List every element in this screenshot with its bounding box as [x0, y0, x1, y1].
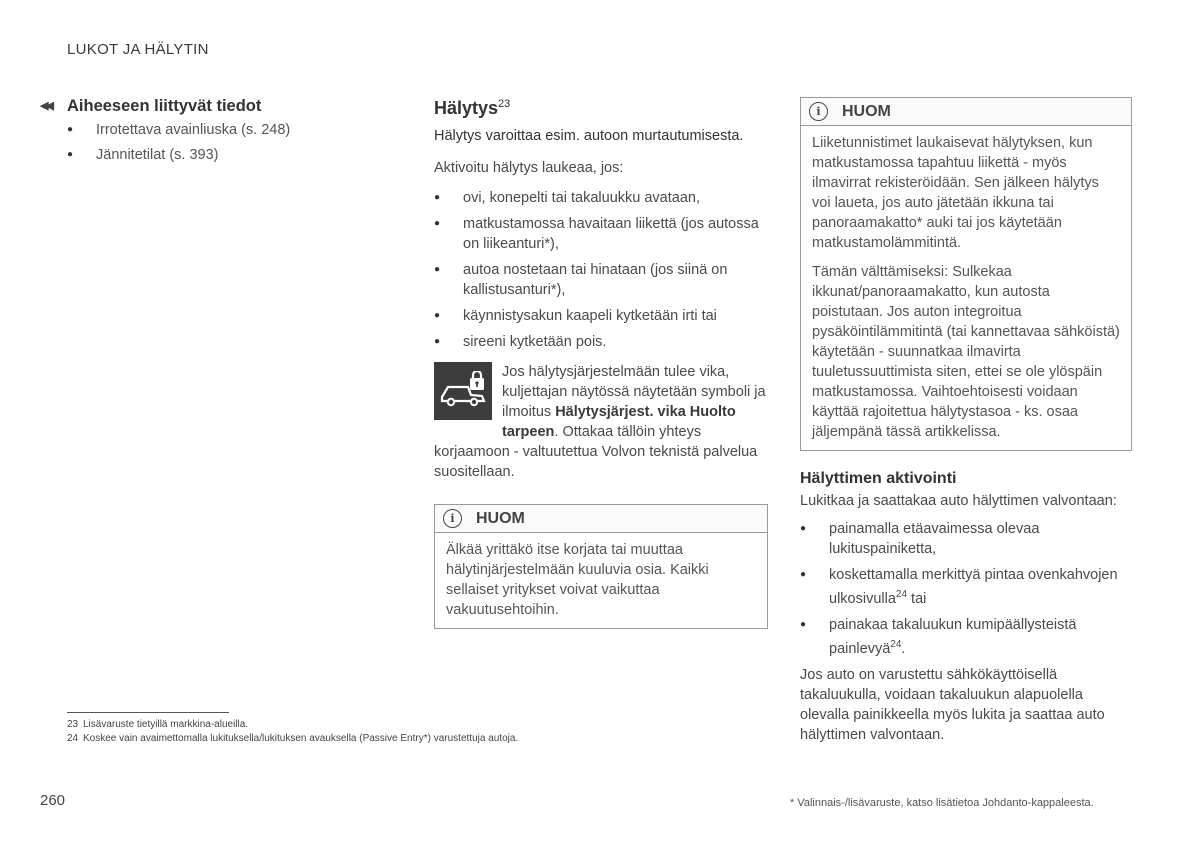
trigger-list	[434, 188, 768, 352]
note-paragraph: Tämän välttämiseksi: Sulkekaa ikkunat/panoraamakatto, kun autosta poistutaan. Jos auton integroitua pysäköintilämmitintä (tai kannettavaa sähköistä) käytetään - suunnatkaa ilmavirta tuuletussuuttimista siten, ettei se ole ylöspäin matkustamossa. Vaihtoehtoisesti voidaan käyttää rajoitettua hälytystasoa - ks. osaa jäljempänä tässä artikkelissa.	[812, 264, 1120, 440]
note-box	[800, 97, 1132, 451]
list-item: ● matkustamossa havaitaan liikettä (jos autossa on liikeanturi*),	[434, 214, 768, 254]
note-body	[801, 126, 1131, 450]
note-title: HUOM	[476, 509, 525, 527]
activation-lead: Lukitkaa ja saattakaa auto hälyttimen valvontaan:	[800, 493, 1117, 509]
footnote-ref: 24	[895, 589, 908, 600]
activation-list	[800, 519, 1132, 659]
car-lock-warning-icon	[434, 362, 492, 420]
page-header: LUKOT JA HÄLYTIN	[67, 41, 209, 58]
related-info-title	[40, 96, 370, 116]
list-item: ● painakaa takaluukun kumipäällysteistä painlevyä$^{24}$.	[800, 615, 1132, 659]
footnote: 24 Koskee vain avaimettomalla lukituksella/lukituksen avauksella (Passive Entry*) varustettuja autoja.	[67, 733, 519, 744]
footnote-ref: 23	[498, 98, 511, 110]
note-title: HUOM	[842, 102, 891, 120]
double-chevron-left-icon: ◀◀	[40, 100, 51, 112]
list-item: ● käynnistysakun kaapeli kytketään irti tai	[434, 306, 768, 326]
section-intro: Hälytys varoittaa esim. autoon murtautumisesta.	[434, 128, 744, 144]
related-info	[40, 96, 370, 170]
page-number: 260	[40, 792, 66, 809]
info-icon: i	[443, 509, 462, 528]
fault-text: Jos hälytysjärjestelmään tulee vika, kuljettajan näytössä näytetään symboli ja ilmoitus	[502, 364, 766, 420]
related-link[interactable]: ● Irrotettava avainliuska (s. 248)	[67, 120, 370, 140]
note-header	[435, 505, 767, 533]
right-column	[800, 97, 1132, 755]
fault-paragraph	[434, 362, 768, 482]
note-box	[434, 504, 768, 629]
related-link[interactable]: ● Jännitetilat (s. 393)	[67, 145, 370, 165]
section-title: Hälytys$^{23}$	[434, 98, 511, 118]
trigger-lead: Aktivoitu hälytys laukeaa, jos:	[434, 160, 624, 176]
list-item: ● autoa nostetaan tai hinataan (jos siinä on kallistusanturi*),	[434, 260, 768, 300]
activation-closing: Jos auto on varustettu sähkökäyttöisellä takaluukulla, voidaan takaluukun alapuolella olevalla painikkeella myös lukita ja saattaa auto hälyttimen valvontaan.	[800, 666, 1105, 743]
footer-note: * Valinnais-/lisävaruste, katso lisätietoa Johdanto-kappaleesta.	[790, 797, 1094, 809]
note-text: Älkää yrittäkö itse korjata tai muuttaa hälytinjärjestelmään kuuluvia osia. Kaikki sellaiset yritykset voivat vaikuttaa vakuutusehtoihin.	[446, 542, 709, 618]
note-paragraph: Liiketunnistimet laukaisevat hälytyksen, kun matkustamossa tapahtuu liikettä - myös ilmavirrat rekisteröidään. Sen jälkeen hälytys voi laueta, jos auto jätetään ikkuna tai panoraamakatto* auki tai jos käytetään matkustamolämmitintä.	[812, 135, 1099, 251]
activation-title: Hälyttimen aktivointi	[800, 470, 957, 487]
note-header	[801, 98, 1131, 126]
note-body	[435, 533, 767, 628]
footnotes	[67, 718, 518, 746]
list-item: ● koskettamalla merkittyä pintaa ovenkahvojen ulkosivulla$^{24}$ tai	[800, 565, 1132, 609]
fault-message: Hälytysjärjest. vika Huolto tarpeen	[502, 404, 736, 440]
list-item: ● sireeni kytketään pois.	[434, 332, 768, 352]
info-icon: i	[809, 102, 828, 121]
alarm-section	[434, 94, 768, 629]
list-item: ● ovi, konepelti tai takaluukku avataan,	[434, 188, 768, 208]
related-links	[40, 120, 370, 165]
fault-text-end: . Ottakaa tällöin yhteys korjaamoon - valtuutettua Volvon teknistä palvelua suositellaan.	[434, 424, 758, 480]
footnote-ref: 24	[890, 638, 902, 650]
footnote-divider	[67, 712, 229, 713]
related-info-heading: Aiheeseen liittyvät tiedot	[67, 97, 262, 115]
footnote: 23 Lisävaruste tietyillä markkina-alueilla.	[67, 719, 249, 730]
list-item: ● painamalla etäavaimessa olevaa lukituspainiketta,	[800, 519, 1132, 559]
